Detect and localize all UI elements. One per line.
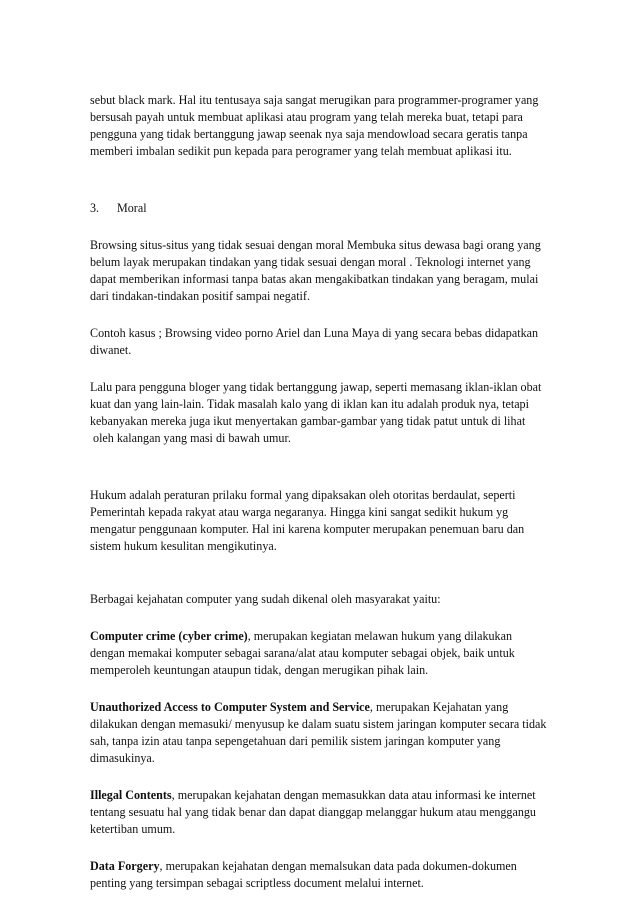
paragraph-contoh-kasus — [90, 325, 580, 359]
text-line: dilakukan dengan memasuki/ menyusup ke dalam suatu sistem jaringan komputer secara tidak — [90, 717, 547, 731]
text-line: diwanet. — [90, 343, 132, 357]
crime-unauthorized-access — [90, 699, 580, 767]
crime-data-forgery — [90, 858, 580, 892]
section-heading-moral — [90, 200, 580, 217]
crime-description: , merupakan kejahatan dengan memasukkan data atau informasi ke internet — [171, 788, 536, 802]
text-line: memberi imbalan sedikit pun kepada para perogramer yang telah membuat aplikasi itu. — [90, 144, 512, 158]
text-line: ketertiban umum. — [90, 822, 176, 836]
text-line: sistem hukum kesulitan mengikutinya. — [90, 539, 277, 553]
text-line: Contoh kasus ; Browsing video porno Ariel dan Luna Maya di yang secara bebas didapatkan — [90, 326, 539, 340]
text-line: oleh kalangan yang masi di bawah umur. — [90, 431, 291, 445]
document-page — [90, 92, 580, 892]
text-line: tentang sesuatu hal yang tidak benar dan dapat dianggap melanggar hukum atau menggangu — [90, 805, 536, 819]
section-number: 3. — [90, 201, 100, 215]
text-line: kuat dan yang lain-lain. Tidak masalah kalo yang di iklan kan itu adalah produk nya, tetapi — [90, 397, 529, 411]
text-line: sah, tanpa izin atau tanpa sepengetahuan dari pemilik sistem jaringan komputer yang — [90, 734, 501, 748]
text-line: dimasukinya. — [90, 751, 155, 765]
crime-term: Data Forgery — [90, 859, 160, 873]
text-line: Lalu para pengguna bloger yang tidak bertanggung jawap, seperti memasang iklan-iklan obat — [90, 380, 542, 394]
text-line: penting yang tersimpan sebagai scriptless document melalui internet. — [90, 876, 424, 890]
text-line: pengguna yang tidak bertanggung jawap seenak nya saja mendowload secara geratis tanpa — [90, 127, 528, 141]
crime-description: , merupakan kejahatan dengan memalsukan data pada dokumen-dokumen — [159, 859, 517, 873]
text-line: memperoleh keuntungan ataupun tidak, dengan merugikan pihak lain. — [90, 663, 429, 677]
text-line: dari tindakan-tindakan positif sampai negatif. — [90, 289, 310, 303]
crime-description: , merupakan kegiatan melawan hukum yang dilakukan — [247, 629, 513, 643]
text-line: Hukum adalah peraturan prilaku formal yang dipaksakan oleh otoritas berdaulat, seperti — [90, 488, 516, 502]
text-line: kebanyakan mereka juga ikut menyertakan gambar-gambar yang tidak patut untuk di lihat — [90, 414, 526, 428]
crime-term: Illegal Contents — [90, 788, 172, 802]
text-line: dengan memakai komputer sebagai sarana/alat atau komputer sebagai objek, baik untuk — [90, 646, 515, 660]
text-line: Browsing situs-situs yang tidak sesuai dengan moral Membuka situs dewasa bagi orang yang — [90, 238, 541, 252]
text-line: Berbagai kejahatan computer yang sudah dikenal oleh masyarakat yaitu: — [90, 592, 441, 606]
paragraph-black-mark — [90, 92, 580, 160]
text-line: belum layak merupakan tindakan yang tidak sesuai dengan moral . Teknologi internet yang — [90, 255, 531, 269]
paragraph-hukum — [90, 487, 580, 555]
paragraph-bloger — [90, 379, 580, 447]
crime-computer-crime — [90, 628, 580, 679]
paragraph-berbagai-kejahatan — [90, 591, 580, 608]
crime-illegal-contents — [90, 787, 580, 838]
text-line: bersusah payah untuk membuat aplikasi atau program yang telah mereka buat, tetapi para — [90, 110, 523, 124]
crime-term: Unauthorized Access to Computer System and Service — [90, 700, 370, 714]
crime-term: Computer crime (cyber crime) — [90, 629, 248, 643]
section-title: Moral — [117, 201, 147, 215]
text-line: dapat memberikan informasi tanpa batas akan mengakibatkan tindakan yang beragam, mulai — [90, 272, 539, 286]
paragraph-browsing — [90, 237, 580, 305]
crime-description: , merupakan Kejahatan yang — [369, 700, 509, 714]
text-line: Pemerintah kepada rakyat atau warga negaranya. Hingga kini sangat sedikit hukum yg — [90, 505, 509, 519]
text-line: mengatur penggunaan komputer. Hal ini karena komputer merupakan penemuan baru dan — [90, 522, 525, 536]
text-line: sebut black mark. Hal itu tentusaya saja sangat merugikan para programmer-programer yang — [90, 93, 539, 107]
